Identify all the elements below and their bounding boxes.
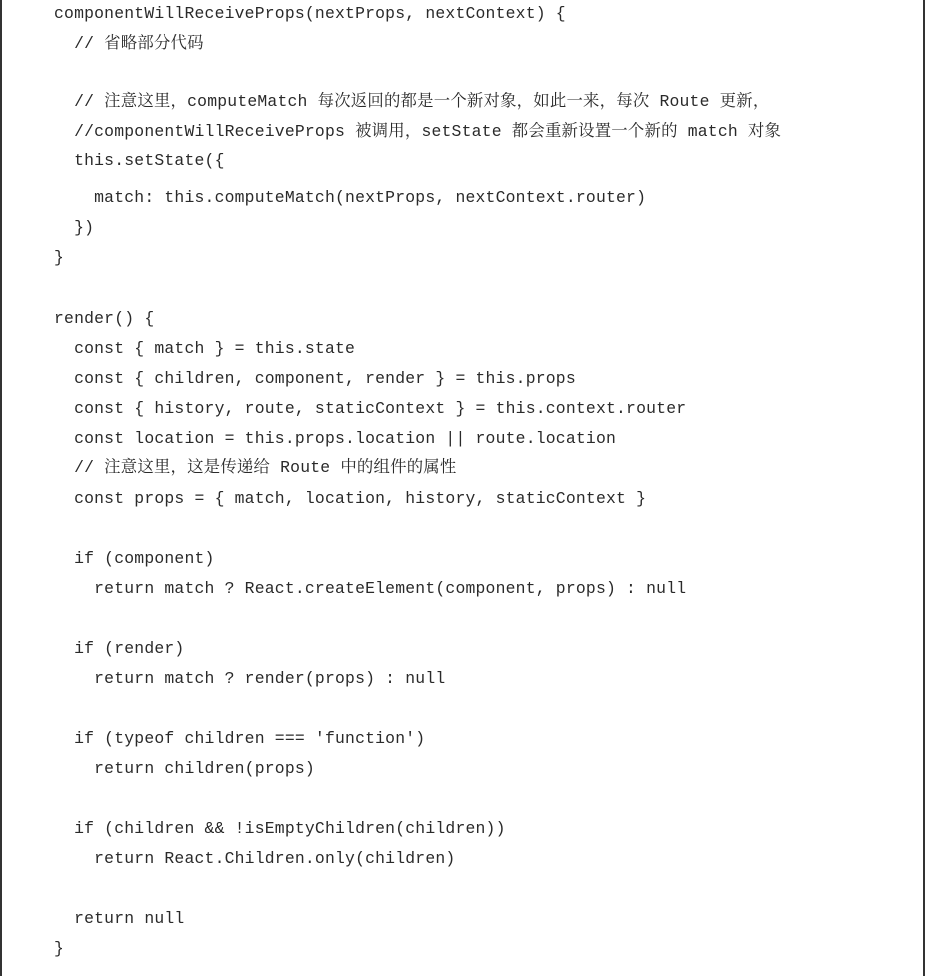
code-line: const { children, component, render } = this.props [54,369,576,388]
code-line: return React.Children.only(children) [54,849,456,868]
code-line: if (render) [54,639,185,658]
code-line: this.setState({ [54,151,225,170]
code-line: return match ? render(props) : null [54,669,446,688]
code-line: } [54,939,65,958]
code-line: const { match } = this.state [54,339,356,358]
code-line: const { history, route, staticContext } = this.context.router [54,399,687,418]
code-line: const location = this.props.location || route.location [54,429,617,448]
code-line: } [54,248,65,267]
code-line: //componentWillReceiveProps 被调用，setState 都会重新设置一个新的 match 对象 [54,122,782,141]
code-line: // 省略部分代码 [54,34,204,53]
code-line: return null [54,909,185,928]
code-line: if (children && !isEmptyChildren(children)) [54,819,506,838]
code-line: return match ? React.createElement(component, props) : null [54,579,687,598]
code-line: }) [54,218,95,237]
code-line: match: this.computeMatch(nextProps, nextContext.router) [54,188,647,207]
code-line: const props = { match, location, history, staticContext } [54,489,647,508]
code-line: if (typeof children === 'function') [54,729,426,748]
code-line: // 注意这里，这是传递给 Route 中的组件的属性 [54,458,457,477]
code-line: if (component) [54,549,215,568]
code-line: componentWillReceiveProps(nextProps, nextContext) { [54,4,566,23]
code-line: return children(props) [54,759,315,778]
code-line: render() { [54,309,155,328]
code-line: // 注意这里，computeMatch 每次返回的都是一个新对象，如此一来，每次 Route 更新， [54,92,770,111]
